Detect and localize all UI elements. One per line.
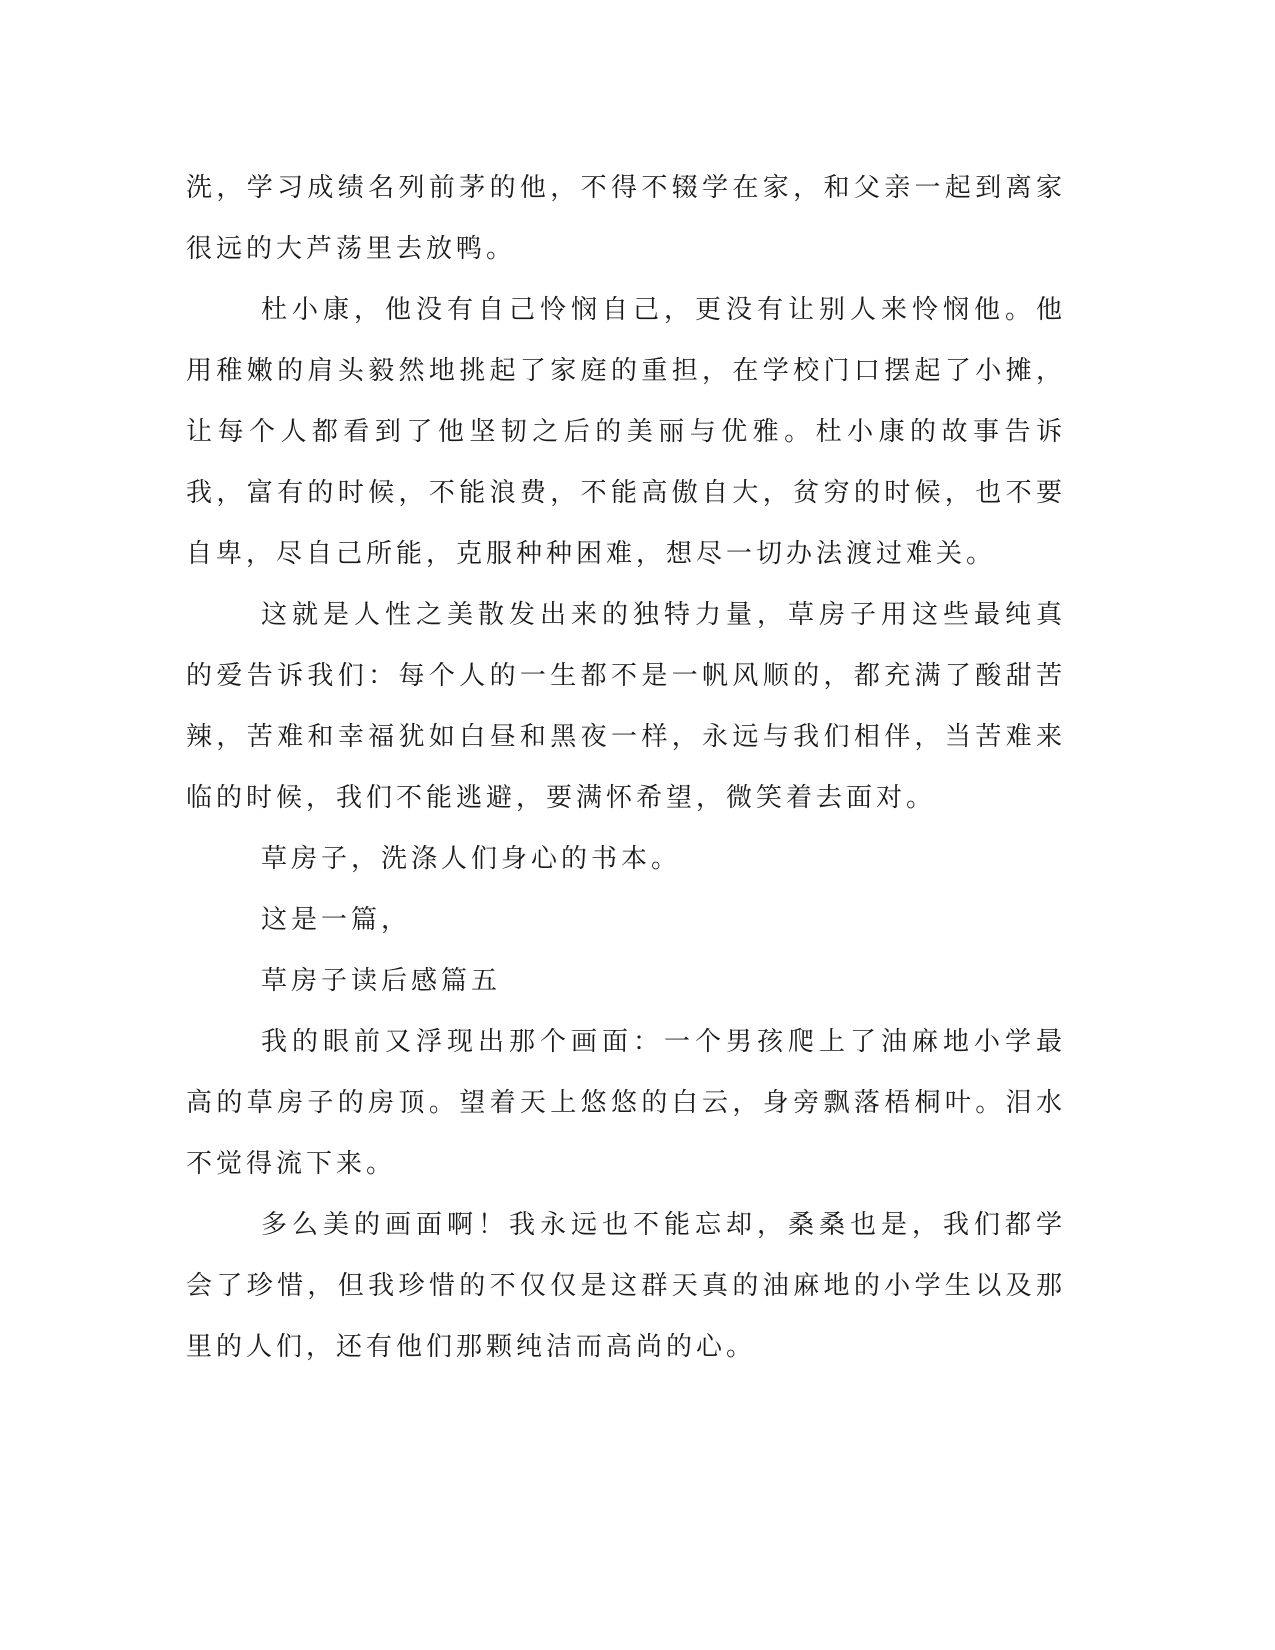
paragraph-3: 这就是人性之美散发出来的独特力量，草房子用这些最纯真的爱告诉我们：每个人的一生都不是一帆风顺的，都充满了酸甜苦辣，苦难和幸福犹如白昼和黑夜一样，永远与我们相伴，当苦难来临的时候，我们不能逃避，要满怀希望，微笑着去面对。 <box>186 600 1066 813</box>
document-body <box>186 158 1066 1378</box>
paragraph-2: 杜小康，他没有自己怜悯自己，更没有让别人来怜悯他。他用稚嫩的肩头毅然地挑起了家庭的重担，在学校门口摆起了小摊，让每个人都看到了他坚韧之后的美丽与优雅。杜小康的故事告诉我，富有的时候，不能浪费，不能高傲自大，贫穷的时候，也不要自卑，尽自己所能，克服种种困难，想尽一切办法渡过难关。 <box>186 295 1066 569</box>
paragraph-5: 这是一篇， <box>261 905 412 935</box>
paragraph-7: 多么美的画面啊！我永远也不能忘却，桑桑也是，我们都学会了珍惜，但我珍惜的不仅仅是这群天真的油麻地的小学生以及那里的人们，还有他们那颗纯洁而高尚的心。 <box>186 1210 1066 1362</box>
section-heading: 草房子读后感篇五 <box>261 966 502 996</box>
paragraph-6: 我的眼前又浮现出那个画面：一个男孩爬上了油麻地小学最高的草房子的房顶。望着天上悠悠的白云，身旁飘落梧桐叶。泪水不觉得流下来。 <box>186 1027 1066 1179</box>
paragraph-4: 草房子，洗涤人们身心的书本。 <box>261 844 682 874</box>
paragraph-1: 洗，学习成绩名列前茅的他，不得不辍学在家，和父亲一起到离家很远的大芦荡里去放鸭。 <box>186 173 1066 264</box>
